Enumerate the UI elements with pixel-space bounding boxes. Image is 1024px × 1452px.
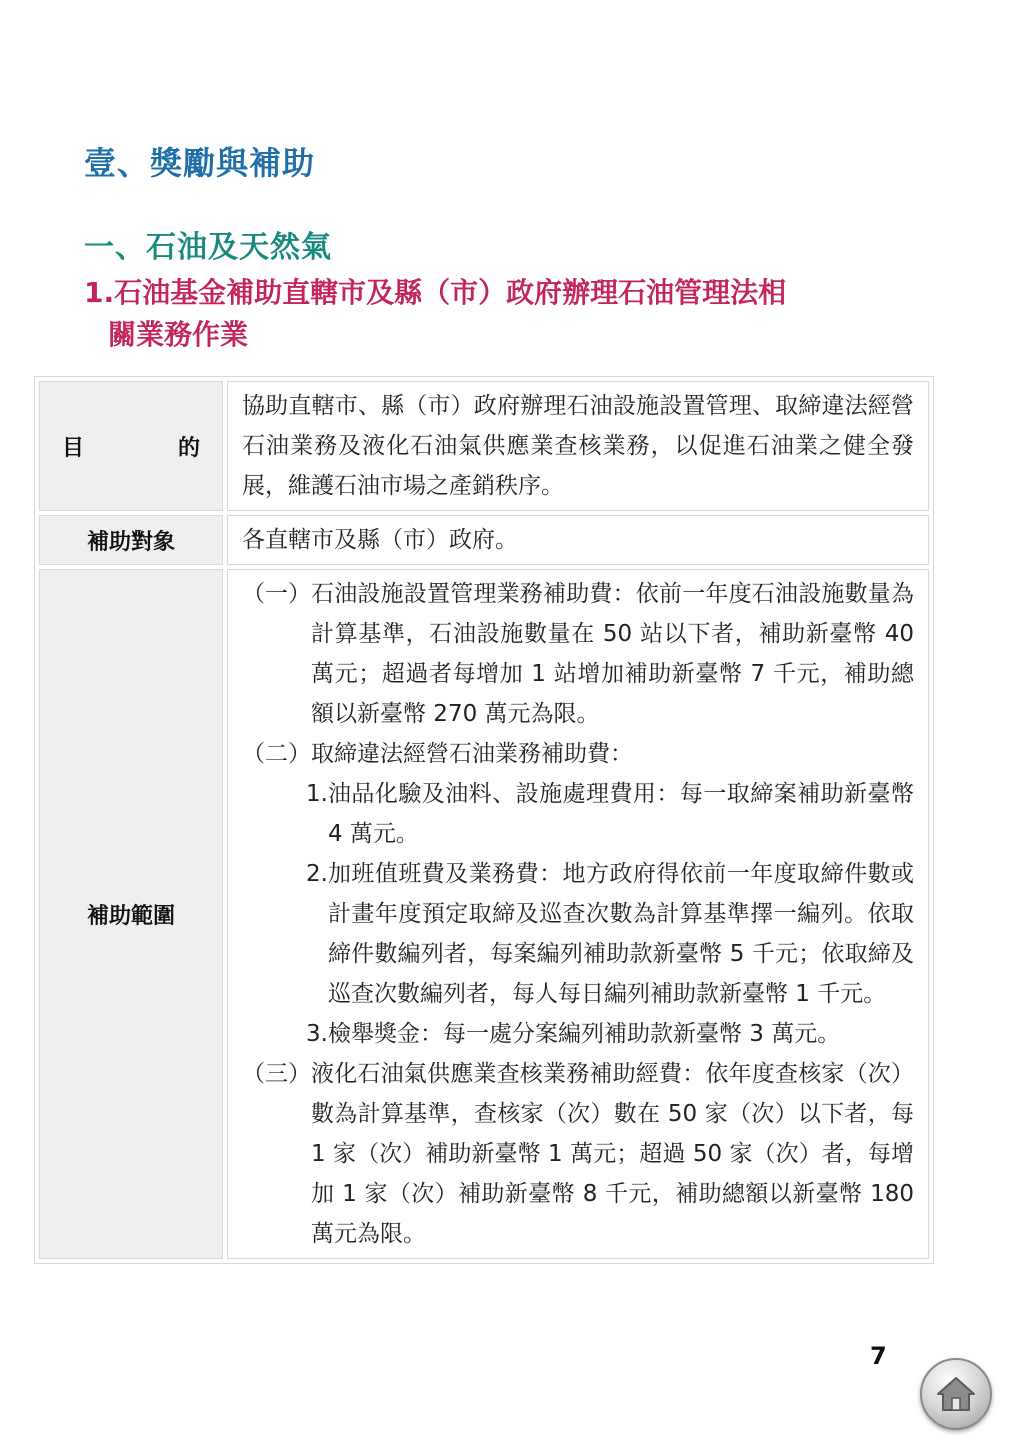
sub-list-item xyxy=(242,774,914,854)
table-row-scope xyxy=(39,569,929,1259)
row-label: 目的 xyxy=(39,381,223,511)
subsection-heading: 一、石油及天然氣 xyxy=(84,230,332,265)
list-text: 油品化驗及油料、設施處理費用：每一取締案補助新臺幣 4 萬元。 xyxy=(327,781,914,847)
home-button[interactable] xyxy=(920,1358,992,1430)
list-item xyxy=(242,574,914,734)
table-row-purpose xyxy=(39,381,929,511)
home-icon xyxy=(932,1370,980,1418)
list-text: 液化石油氣供應業查核業務補助經費：依年度查核家（次）數為計算基準，查核家（次）數在 50 家（次）以下者，每 1 家（次）補助新臺幣 1 萬元；超過 50 家（次）者，每增加 1 家（次）補助新臺幣 8 千元，補助總額以新臺幣 180 萬元為限。 xyxy=(311,1061,914,1247)
section-heading: 壹、獎勵與補助 xyxy=(84,144,316,182)
list-marker: （二） xyxy=(242,741,311,767)
list-text: 加班值班費及業務費：地方政府得依前一年度取締件數或計畫年度預定取締及巡查次數為計算基準擇一編列。依取締件數編列者，每案編列補助款新臺幣 5 千元；依取締及巡查次數編列者，每人每日編列補助款新臺幣 1 千元。 xyxy=(327,861,914,1007)
list-marker: 1. xyxy=(306,781,328,807)
sub-list-item xyxy=(242,1014,914,1054)
list-item xyxy=(242,734,914,774)
list-text: 取締違法經營石油業務補助費： xyxy=(311,741,633,767)
list-marker: 3. xyxy=(306,1021,328,1047)
row-label: 補助範圍 xyxy=(39,569,223,1259)
subsidy-table xyxy=(34,376,934,1264)
list-marker: （一） xyxy=(242,581,311,607)
row-label: 補助對象 xyxy=(39,515,223,565)
list-marker: （三） xyxy=(242,1061,311,1087)
row-content: 各直轄市及縣（市）政府。 xyxy=(227,515,929,565)
list-marker: 2. xyxy=(306,861,328,887)
sub-list-item xyxy=(242,854,914,1014)
item-heading xyxy=(84,272,904,356)
item-heading-line1: 1.石油基金補助直轄市及縣（市）政府辦理石油管理法相 xyxy=(84,276,787,309)
table-row-target xyxy=(39,515,929,565)
list-item xyxy=(242,1054,914,1254)
item-heading-line2: 關業務作業 xyxy=(108,318,249,351)
page-number: 7 xyxy=(870,1342,887,1370)
row-content xyxy=(227,569,929,1259)
row-content: 協助直轄市、縣（市）政府辦理石油設施設置管理、取締違法經營石油業務及液化石油氣供應業查核業務，以促進石油業之健全發展，維護石油市場之產銷秩序。 xyxy=(227,381,929,511)
list-text: 石油設施設置管理業務補助費：依前一年度石油設施數量為計算基準，石油設施數量在 50 站以下者，補助新臺幣 40 萬元；超過者每增加 1 站增加補助新臺幣 7 千元，補助總額以新臺幣 270 萬元為限。 xyxy=(311,581,914,727)
list-text: 檢舉獎金：每一處分案編列補助款新臺幣 3 萬元。 xyxy=(327,1021,841,1047)
